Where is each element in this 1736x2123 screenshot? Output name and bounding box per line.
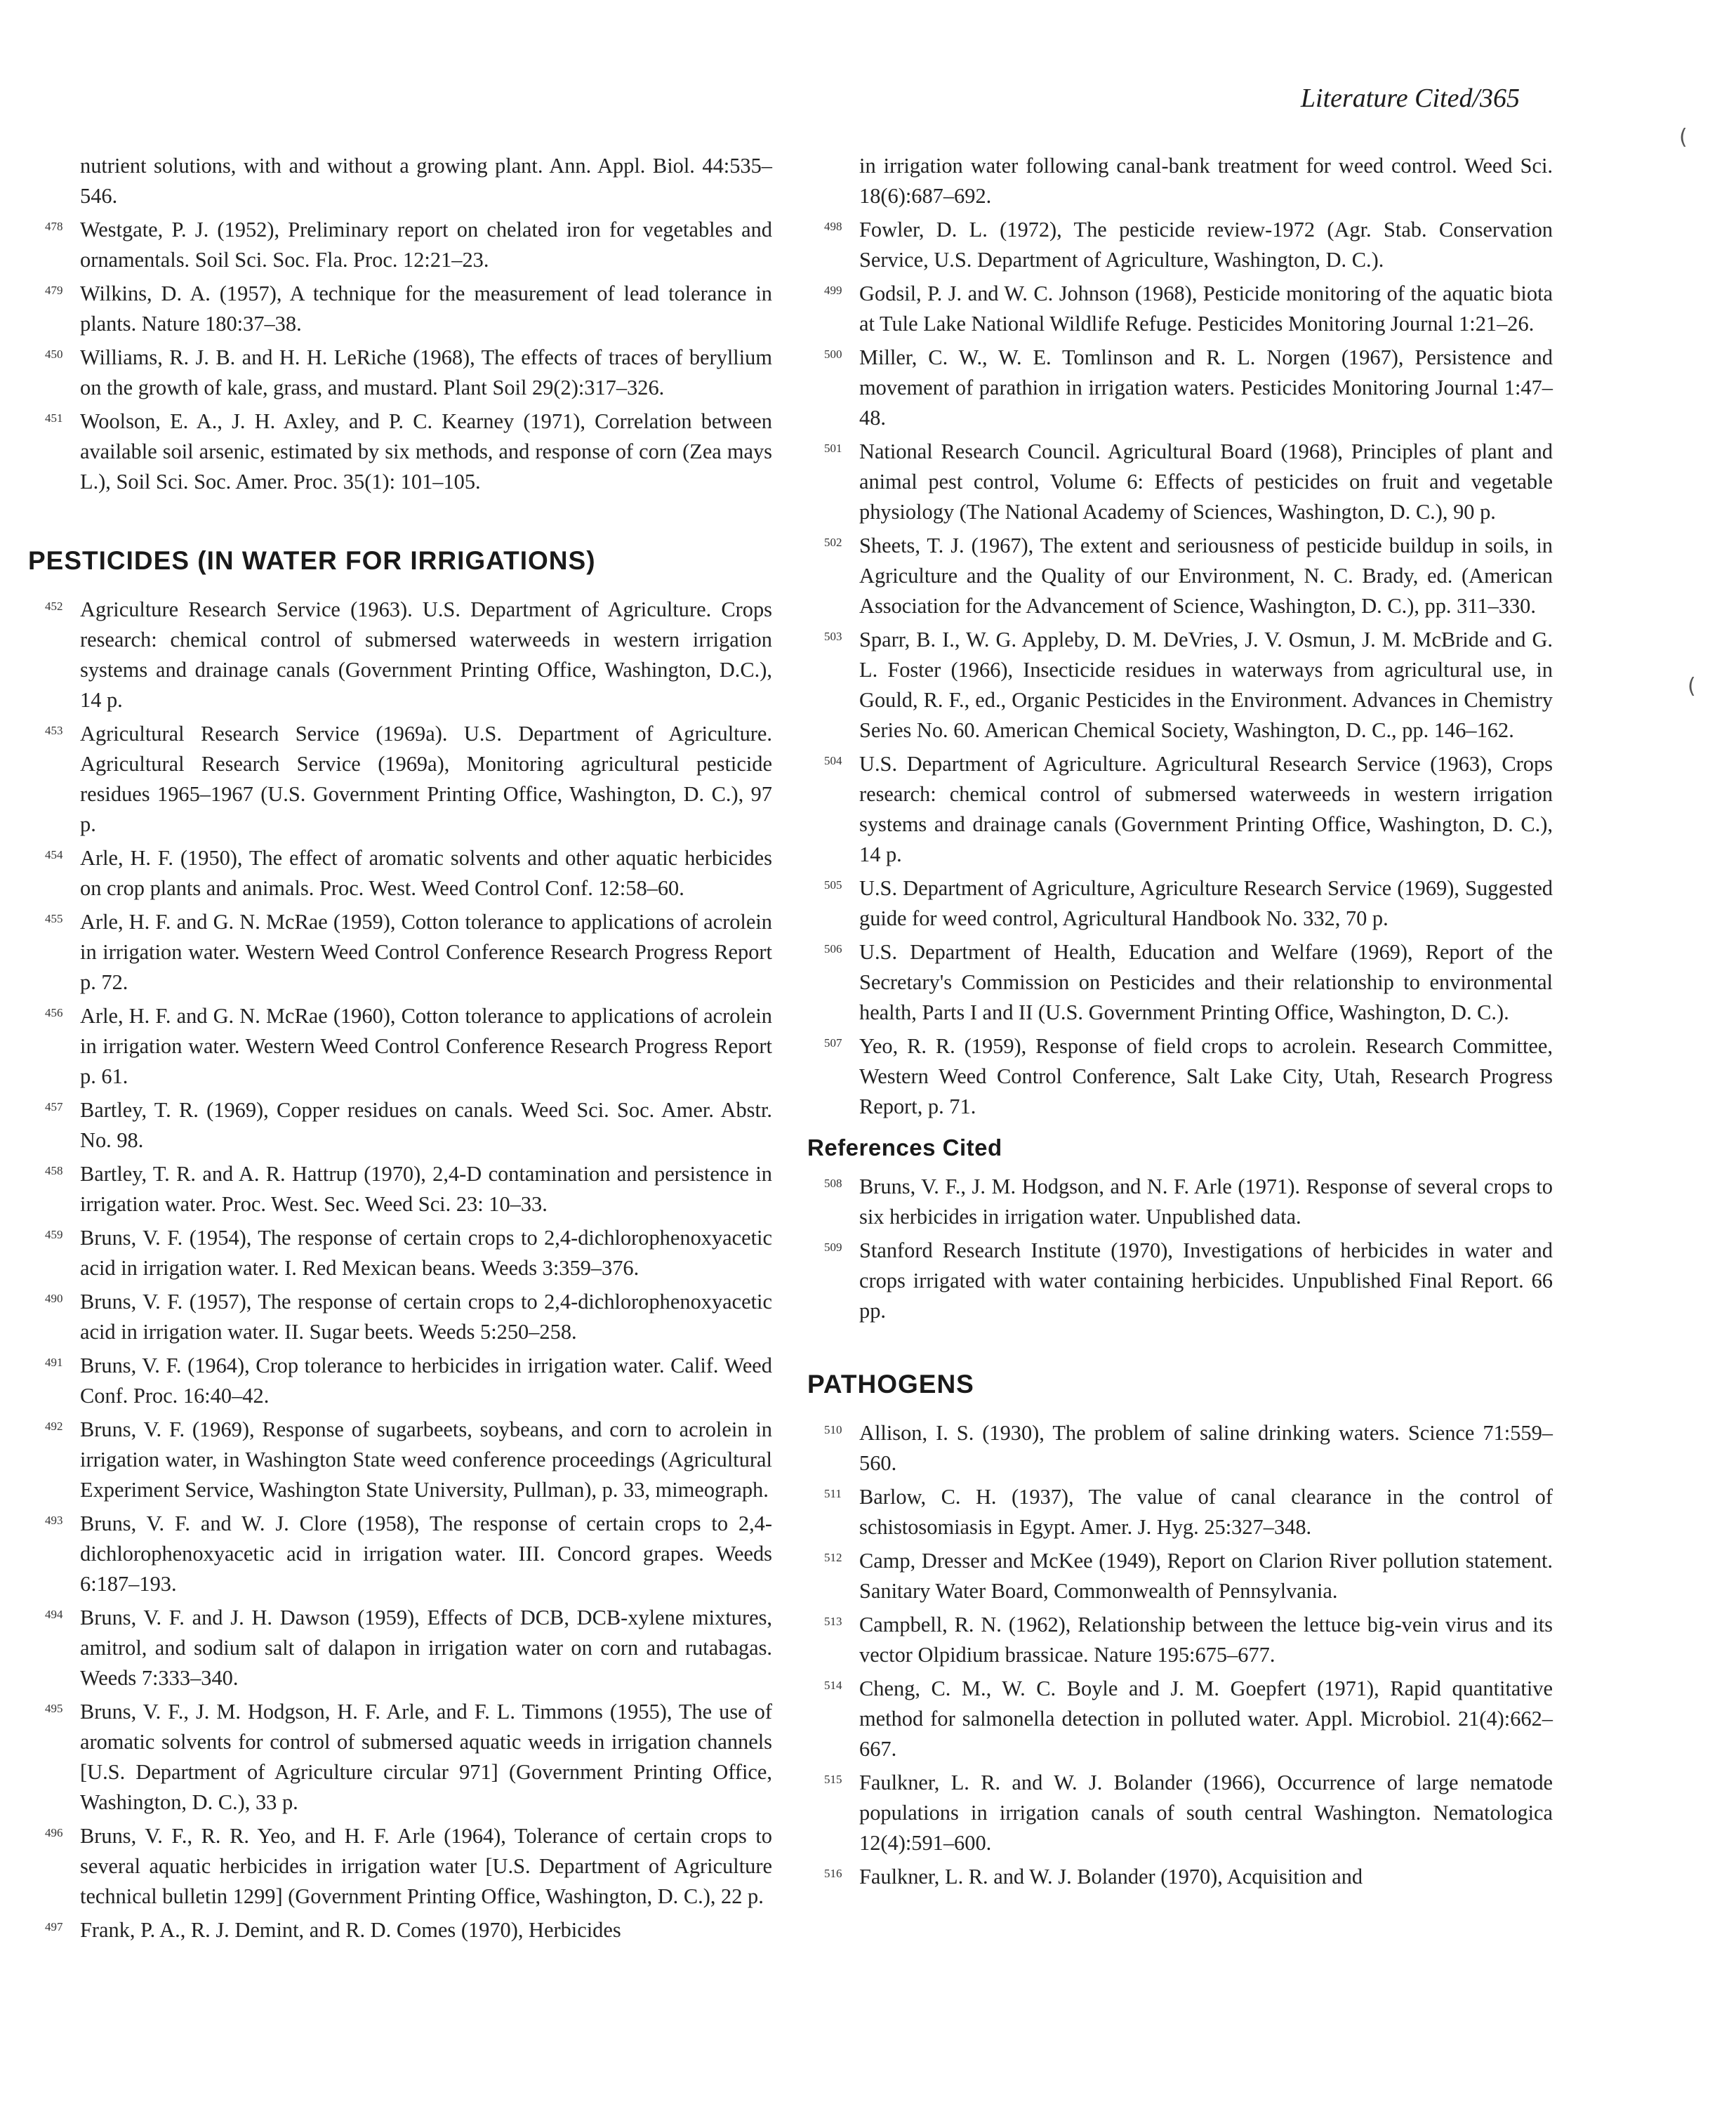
citation-entry [28, 1411, 772, 1505]
citation-text: Cheng, C. M., W. C. Boyle and J. M. Goepfert (1971), Rapid quantitative method for salmonella detection in polluted water. Appl. Microbiol. 21(4):662–667. [859, 1676, 1553, 1761]
citation-entry [807, 211, 1553, 275]
citation-number: 506 [824, 942, 842, 955]
citation-number: 458 [45, 1164, 63, 1177]
citation-entry [28, 1818, 772, 1912]
citation-entry [28, 1283, 772, 1347]
citation-number: 510 [824, 1423, 842, 1436]
citation-entry [28, 403, 772, 497]
citation-number: 505 [824, 878, 842, 892]
citation-number: 516 [824, 1867, 842, 1880]
citation-number: 503 [824, 630, 842, 643]
citation-text: Williams, R. J. B. and H. H. LeRiche (1968), The effects of traces of beryllium on the growth of kale, grass, and mustard. Plant Soil 29(2):317–326. [80, 345, 772, 399]
citation-number: 479 [45, 284, 63, 297]
citation-text: Agriculture Research Service (1963). U.S. Department of Agriculture. Crops research: chemical control of submersed waterweeds in western irrigation systems and drainage canals (Government Printing Office, Washington, D.C.), 14 p. [80, 597, 772, 712]
citation-number: 509 [824, 1241, 842, 1254]
scan-mark: ( [1679, 125, 1688, 150]
right-column [807, 151, 1553, 1892]
citation-entry [28, 1347, 772, 1411]
citation-text: Miller, C. W., W. E. Tomlinson and R. L. Norgen (1967), Persistence and movement of parathion in irrigation waters. Pesticides Monitoring Journal 1:47–48. [859, 345, 1553, 430]
citation-number: 495 [45, 1702, 63, 1715]
citation-entry [807, 1479, 1553, 1542]
citation-text: National Research Council. Agricultural Board (1968), Principles of plant and animal pest control, Volume 6: Effects of pesticides on fruit and vegetable physiology (The National Academy of Sciences, Washington, D. C.), 90 p. [859, 439, 1553, 524]
continuation-text: in irrigation water following canal-bank treatment for weed control. Weed Sci. 18(6):687–692. [859, 154, 1553, 208]
citation-text: Agricultural Research Service (1969a). U.S. Department of Agriculture. Agricultural Research Service (1969a), Monitoring agricultural pesticide residues 1965–1967 (U.S. Government Printing Office, Washington, D. C.), 97 p. [80, 722, 772, 836]
citation-entry [807, 433, 1553, 527]
running-head: Literature Cited/365 [1300, 84, 1520, 113]
citation-number: 494 [45, 1608, 63, 1621]
citation-text: Bruns, V. F. (1964), Crop tolerance to herbicides in irrigation water. Calif. Weed Conf. Proc. 16:40–42. [80, 1354, 772, 1408]
citation-number: 507 [824, 1036, 842, 1050]
citation-number: 500 [824, 348, 842, 361]
citation-number: 515 [824, 1773, 842, 1786]
citation-number: 501 [824, 442, 842, 455]
citation-text: Bruns, V. F. and J. H. Dawson (1959), Effects of DCB, DCB-xylene mixtures, amitrol, and sodium salt of dalapon in irrigation water on corn and rutabagas. Weeds 7:333–340. [80, 1606, 772, 1690]
section-heading-pesticides: PESTICIDES (IN WATER FOR IRRIGATIONS) [28, 546, 596, 575]
citation-entry [28, 1219, 772, 1283]
citation-text: Barlow, C. H. (1937), The value of canal clearance in the control of schistosomiasis in Egypt. Amer. J. Hyg. 25:327–348. [859, 1485, 1553, 1539]
citation-entry [807, 934, 1553, 1028]
citation-entry [28, 1156, 772, 1219]
left-entries-top [28, 211, 772, 497]
citation-text: Arle, H. F. and G. N. McRae (1960), Cotton tolerance to applications of acrolein in irrigation water. Western Weed Control Conference Research Progress Report p. 61. [80, 1004, 772, 1088]
citation-text: Allison, I. S. (1930), The problem of saline drinking waters. Science 71:559–560. [859, 1421, 1553, 1475]
citation-text: Westgate, P. J. (1952), Preliminary report on chelated iron for vegetables and ornamentals. Soil Sci. Soc. Fla. Proc. 12:21–23. [80, 218, 772, 272]
citation-text: U.S. Department of Agriculture, Agriculture Research Service (1969), Suggested guide for weed control, Agricultural Handbook No. 332, 70 p. [859, 876, 1553, 930]
citation-text: Bruns, V. F., J. M. Hodgson, and N. F. Arle (1971). Response of several crops to six herbicides in irrigation water. Unpublished data. [859, 1175, 1553, 1229]
citation-number: 497 [45, 1920, 63, 1933]
citation-text: U.S. Department of Health, Education and Welfare (1969), Report of the Secretary's Commission on Pesticides and their relationship to environmental health, Parts I and II (U.S. Government Printing Office, Washington, D. C.). [859, 940, 1553, 1024]
citation-text: Bruns, V. F., R. R. Yeo, and H. F. Arle (1964), Tolerance of certain crops to several aquatic herbicides in irrigation water [U.S. Department of Agriculture technical bulletin 1299] (Government Printing Office, Washington, D. C.), 22 p. [80, 1824, 772, 1908]
section-heading-pathogens: PATHOGENS [807, 1370, 974, 1398]
citation-number: 456 [45, 1006, 63, 1019]
citation-entry [807, 1670, 1553, 1764]
citation-text: Bartley, T. R. and A. R. Hattrup (1970), 2,4-D contamination and persistence in irrigation water. Proc. West. Sec. Weed Sci. 23: 10–33. [80, 1162, 772, 1216]
references-cited-entries [807, 1168, 1553, 1326]
citation-text: Fowler, D. L. (1972), The pesticide review-1972 (Agr. Stab. Conservation Service, U.S. Department of Agriculture, Washington, D. C.). [859, 218, 1553, 272]
citation-entry [807, 1764, 1553, 1858]
citation-text: Wilkins, D. A. (1957), A technique for the measurement of lead tolerance in plants. Nature 180:37–38. [80, 282, 772, 336]
citation-number: 452 [45, 600, 63, 613]
citation-number: 454 [45, 848, 63, 861]
citation-entry [807, 1028, 1553, 1122]
citation-entry [28, 1912, 772, 1945]
citation-text: Bartley, T. R. (1969), Copper residues on canals. Weed Sci. Soc. Amer. Abstr. No. 98. [80, 1098, 772, 1152]
citation-entry [807, 1168, 1553, 1232]
citation-entry [807, 870, 1553, 934]
citation-text: Arle, H. F. and G. N. McRae (1959), Cotton tolerance to applications of acrolein in irrigation water. Western Weed Control Conference Research Progress Report p. 72. [80, 910, 772, 994]
citation-number: 502 [824, 536, 842, 549]
citation-text: Arle, H. F. (1950), The effect of aromatic solvents and other aquatic herbicides on crop plants and animals. Proc. West. Weed Control Conf. 12:58–60. [80, 846, 772, 900]
citation-text: Frank, P. A., R. J. Demint, and R. D. Comes (1970), Herbicides [80, 1918, 621, 1942]
citation-entry [28, 998, 772, 1092]
citation-number: 499 [824, 284, 842, 297]
citation-number: 498 [824, 220, 842, 233]
citation-number: 457 [45, 1100, 63, 1113]
citation-text: Bruns, V. F. (1957), The response of certain crops to 2,4-dichlorophenoxyacetic acid in irrigation water. II. Sugar beets. Weeds 5:250–258. [80, 1290, 772, 1344]
citation-text: Sheets, T. J. (1967), The extent and seriousness of pesticide buildup in soils, in Agriculture and the Quality of our Environment, N. C. Brady, ed. (American Association for the Advancement of Science, Washington, D. C.), pp. 311–330. [859, 534, 1553, 618]
citation-text: U.S. Department of Agriculture. Agricultural Research Service (1963), Crops research: chemical control of submersed waterweeds in western irrigation systems and drainage canals (Government Printing Office, Washington, D. C.), 14 p. [859, 752, 1553, 866]
citation-number: 504 [824, 754, 842, 767]
left-entries-pesticides [28, 591, 772, 1945]
citation-number: 508 [824, 1177, 842, 1190]
citation-entry [28, 1599, 772, 1693]
citation-text: Bruns, V. F., J. M. Hodgson, H. F. Arle, and F. L. Timmons (1955), The use of aromatic solvents for control of submersed aquatic weeds in irrigation channels [U.S. Department of Agriculture circular 971] (Government Printing Office, Washington, D. C.), 33 p. [80, 1700, 772, 1814]
citation-entry [28, 339, 772, 403]
citation-number: 450 [45, 348, 63, 361]
citation-number: 496 [45, 1826, 63, 1839]
citation-number: 455 [45, 912, 63, 925]
continuation-text: nutrient solutions, with and without a growing plant. Ann. Appl. Biol. 44:535–546. [80, 154, 772, 208]
citation-entry [28, 904, 772, 998]
citation-text: Faulkner, L. R. and W. J. Bolander (1970), Acquisition and [859, 1865, 1363, 1889]
citation-number: 451 [45, 411, 63, 425]
citation-number: 453 [45, 724, 63, 737]
citation-text: Bruns, V. F. (1969), Response of sugarbeets, soybeans, and corn to acrolein in irrigation water, in Washington State weed conference proceedings (Agricultural Experiment Service, Washington State University, Pullman), p. 33, mimeograph. [80, 1417, 772, 1502]
citation-entry [807, 1415, 1553, 1479]
citation-entry [28, 1092, 772, 1156]
citation-entry [28, 211, 772, 275]
citation-number: 478 [45, 220, 63, 233]
citation-entry [807, 746, 1553, 870]
left-column [28, 151, 772, 1945]
citation-number: 459 [45, 1228, 63, 1241]
citation-text: Bruns, V. F. and W. J. Clore (1958), The response of certain crops to 2,4-dichlorophenoxyacetic acid in irrigation water. III. Concord grapes. Weeds 6:187–193. [80, 1512, 772, 1596]
citation-number: 492 [45, 1420, 63, 1433]
citation-entry [807, 1542, 1553, 1606]
citation-number: 511 [824, 1487, 842, 1500]
citation-text: Godsil, P. J. and W. C. Johnson (1968), Pesticide monitoring of the aquatic biota at Tule Lake National Wildlife Refuge. Pesticides Monitoring Journal 1:21–26. [859, 282, 1553, 336]
citation-entry [807, 339, 1553, 433]
right-entries-top [807, 211, 1553, 1122]
citation-text: Stanford Research Institute (1970), Investigations of herbicides in water and crops irrigated with water containing herbicides. Unpublished Final Report. 66 pp. [859, 1238, 1553, 1323]
citation-entry [28, 591, 772, 715]
citation-entry [28, 715, 772, 840]
citation-entry [807, 1858, 1553, 1892]
citation-text: Sparr, B. I., W. G. Appleby, D. M. DeVries, J. V. Osmun, J. M. McBride and G. L. Foster (1966), Insecticide residues in waterways from agricultural use, in Gould, R. F., ed., Organic Pesticides in the Environment. Advances in Chemistry Series No. 60. American Chemical Society, Washington, D. C., pp. 146–162. [859, 628, 1553, 742]
citation-number: 512 [824, 1551, 842, 1564]
scan-mark: ( [1688, 674, 1696, 699]
citation-text: Campbell, R. N. (1962), Relationship between the lettuce big-vein virus and its vector Olpidium brassicae. Nature 195:675–677. [859, 1613, 1553, 1667]
citation-text: Yeo, R. R. (1959), Response of field crops to acrolein. Research Committee, Western Weed Control Conference, Salt Lake City, Utah, Research Progress Report, p. 71. [859, 1034, 1553, 1118]
citation-entry [28, 1693, 772, 1818]
citation-entry [807, 275, 1553, 339]
citation-entry [28, 275, 772, 339]
citation-number: 514 [824, 1679, 842, 1692]
citation-entry [28, 840, 772, 904]
citation-number: 490 [45, 1292, 63, 1305]
citation-entry [807, 1606, 1553, 1670]
references-cited-heading: References Cited [807, 1135, 1002, 1160]
citation-entry [807, 621, 1553, 746]
citation-entry [28, 1505, 772, 1599]
citation-text: Woolson, E. A., J. H. Axley, and P. C. Kearney (1971), Correlation between available soil arsenic, estimated by six methods, and response of corn (Zea mays L.), Soil Sci. Soc. Amer. Proc. 35(1): 101–105. [80, 409, 772, 494]
citation-entry [807, 527, 1553, 621]
citation-number: 493 [45, 1514, 63, 1527]
citation-text: Faulkner, L. R. and W. J. Bolander (1966), Occurrence of large nematode populations in irrigation canals of south central Washington. Nematologica 12(4):591–600. [859, 1771, 1553, 1855]
citation-number: 491 [45, 1356, 63, 1369]
citation-text: Bruns, V. F. (1954), The response of certain crops to 2,4-dichlorophenoxyacetic acid in irrigation water. I. Red Mexican beans. Weeds 3:359–376. [80, 1226, 772, 1280]
citation-number: 513 [824, 1615, 842, 1628]
right-entries-pathogens [807, 1415, 1553, 1892]
citation-entry [807, 1232, 1553, 1326]
citation-text: Camp, Dresser and McKee (1949), Report on Clarion River pollution statement. Sanitary Water Board, Commonwealth of Pennsylvania. [859, 1549, 1553, 1603]
